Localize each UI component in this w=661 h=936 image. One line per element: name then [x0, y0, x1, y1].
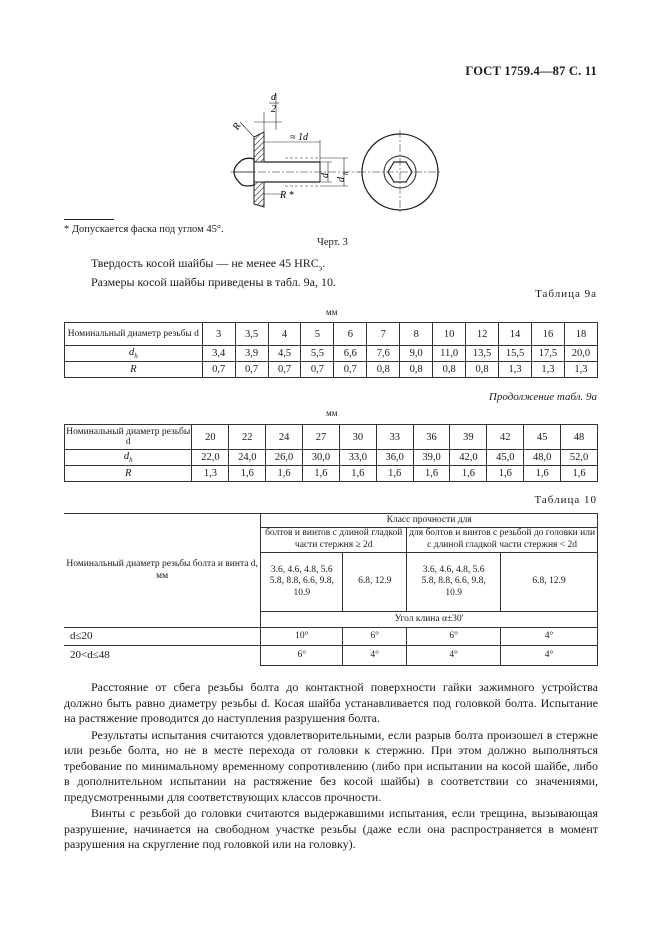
table-cell: 0,8	[466, 362, 499, 378]
table-cell: 5,5	[301, 346, 334, 362]
table-cell: 1,6	[376, 466, 413, 482]
table-cell: 4°	[501, 646, 598, 666]
table-cell: 11,0	[433, 346, 466, 362]
intro-text	[91, 256, 336, 290]
table9a-cont-stub: Номинальный диаметр резьбы d	[65, 425, 192, 450]
table-cell: 10°	[261, 628, 343, 646]
table-cell: 1,6	[339, 466, 376, 482]
table-cell: 42,0	[450, 450, 487, 466]
table-cell: 1,6	[303, 466, 340, 482]
table-cell: 24,0	[229, 450, 266, 466]
table9a	[64, 322, 598, 378]
table9a-cont-hdr: 36	[413, 425, 450, 450]
table9a-cont-hdr: 20	[192, 425, 229, 450]
table10-group2: для болтов и винтов с резьбой до головки или с длиной гладкой части стержня < 2d	[407, 528, 598, 553]
table-cell: 48,0	[524, 450, 561, 466]
table-cell: 1,6	[229, 466, 266, 482]
table9a-cont-hdr: 22	[229, 425, 266, 450]
table10-stub: Номинальный диаметр резьбы болта и винта d, мм	[64, 514, 261, 628]
table-cell: 1,6	[266, 466, 303, 482]
table-cell: 30,0	[303, 450, 340, 466]
table10-angle-header: Угол клина α±30′	[261, 612, 598, 628]
table-cell: 3,4	[202, 346, 235, 362]
table10-class-header: Класс прочности для	[261, 514, 598, 528]
table-cell: 0,8	[400, 362, 433, 378]
table-cell: 1,3	[192, 466, 229, 482]
figure-caption: Черт. 3	[317, 237, 348, 248]
table-cell: 4°	[501, 628, 598, 646]
table-cell: 6,6	[334, 346, 367, 362]
table9a-r-row	[65, 362, 598, 378]
table9a-cont-unit: мм	[326, 408, 338, 418]
table9a-hdr: 10	[433, 323, 466, 346]
table9a-cont-hdr: 24	[266, 425, 303, 450]
table9a-hdr: 14	[499, 323, 532, 346]
washer-drawing	[210, 82, 440, 218]
table-cell: 1,3	[564, 362, 597, 378]
dim-one-d: ≈ 1d	[290, 132, 308, 143]
table9a-header-row	[65, 323, 598, 346]
table9a-cont-hdr: 48	[561, 425, 598, 450]
table9a-r-label: R	[65, 362, 203, 378]
table9a-hdr: 7	[367, 323, 400, 346]
table-cell: 13,5	[466, 346, 499, 362]
table9a-cont-dh-label: $d_h$	[65, 450, 192, 466]
table-cell: 1,6	[561, 466, 598, 482]
table10-row-label: 20<d≤48	[64, 646, 261, 666]
table-cell: 1,6	[413, 466, 450, 482]
table-cell: 20,0	[564, 346, 597, 362]
table-cell: 17,5	[531, 346, 564, 362]
paragraph: Винты с резьбой до головки считаются выдержавшими испытания, если трещина, вызывающая разрушение, начинается на свободном участке резьбы (даже если она распространяется в момент разрушения на скругление под головкой или на головку).	[64, 806, 598, 851]
table-cell: 4°	[407, 646, 501, 666]
table9a-cont	[64, 424, 598, 482]
table9a-hdr: 18	[564, 323, 597, 346]
table10-row-label: d≤20	[64, 628, 261, 646]
table-row	[64, 646, 598, 666]
table-cell: 0,7	[268, 362, 301, 378]
table-cell: 22,0	[192, 450, 229, 466]
svg-text:h: h	[342, 171, 350, 175]
table-cell: 1,6	[487, 466, 524, 482]
svg-text:2: 2	[271, 104, 276, 115]
table-cell: 6°	[261, 646, 343, 666]
table-cell: 1,3	[531, 362, 564, 378]
table9a-hdr: 12	[466, 323, 499, 346]
table9a-hdr: 6	[334, 323, 367, 346]
intro-line2: Размеры косой шайбы приведены в табл. 9а, 10.	[91, 275, 337, 290]
table-cell: 0,7	[334, 362, 367, 378]
table9a-hdr: 3,5	[235, 323, 268, 346]
table9a-cont-header-row	[65, 425, 598, 450]
table-cell: 7,6	[367, 346, 400, 362]
table9a-hdr: 3	[202, 323, 235, 346]
table9a-cont-hdr: 45	[524, 425, 561, 450]
table9a-dh-label: $d_h$	[65, 346, 203, 362]
table9a-cont-r-row	[65, 466, 598, 482]
table-cell: 6°	[343, 628, 407, 646]
intro-line1: Твердость косой шайбы — не менее 45 $HRC_э$.	[91, 256, 326, 273]
footnote-rule	[64, 219, 114, 220]
body-text	[64, 680, 598, 853]
table-cell: 26,0	[266, 450, 303, 466]
table10-classes-b: 6.8, 12.9	[343, 553, 407, 612]
paragraph: Расстояние от сбега резьбы болта до контактной поверхности гайки зажимного устройства должно быть равно диаметру резьбы d. Косая шайба устанавливается под головкой болта. Испытание на растяжение проводится до наступления разрушения болта.	[64, 680, 598, 725]
table-cell: 4°	[343, 646, 407, 666]
table-cell: 1,3	[499, 362, 532, 378]
table10-title: Таблица 10	[534, 494, 597, 506]
table10-classes-d: 6.8, 12.9	[501, 553, 598, 612]
table9a-cont-hdr: 27	[303, 425, 340, 450]
table9a-stub: Номинальный диаметр резьбы d	[65, 323, 203, 346]
dim-r-top: R	[230, 121, 244, 132]
table10-classes-c: 3.6, 4.6, 4.8, 5.6 5.8, 8.8, 6.6, 9.8, 10.9	[407, 553, 501, 612]
paragraph: Результаты испытания считаются удовлетворительными, если разрыв болта произошел в стержне или резьбе болта, но не в месте перехода от головки к стержню. При этом должно выполняться требование по минимальному временному сопротивлению (либо при испытании на косой шайбе, либо в дополнительном испытании на растяжение без косой шайбы) в соответствии со значениями, предусмотренными для соответствующих классов прочности.	[64, 727, 598, 804]
table10-header-row	[64, 514, 598, 528]
table10	[64, 513, 598, 666]
table-row	[64, 628, 598, 646]
table-cell: 45,0	[487, 450, 524, 466]
dim-d: d	[320, 173, 331, 178]
table9a-cont-hdr: 30	[339, 425, 376, 450]
table-cell: 39,0	[413, 450, 450, 466]
table10-group1: болтов и винтов с длиной гладкой части стержня ≥ 2d	[261, 528, 407, 553]
table9a-hdr: 16	[531, 323, 564, 346]
table-cell: 1,6	[450, 466, 487, 482]
table10-classes-a: 3.6, 4.6, 4.8, 5.6 5.8, 8.8, 6.6, 9.8, 10.9	[261, 553, 343, 612]
table9a-unit: мм	[326, 307, 338, 317]
table9a-cont-hdr: 39	[450, 425, 487, 450]
table9a-cont-hdr: 42	[487, 425, 524, 450]
dim-r-bottom: R *	[280, 190, 294, 201]
table-cell: 6°	[407, 628, 501, 646]
dim-dh: d	[336, 177, 347, 182]
table9a-hdr: 8	[400, 323, 433, 346]
table-cell: 4,5	[268, 346, 301, 362]
table-cell: 3,9	[235, 346, 268, 362]
table9a-title: Таблица 9а	[535, 288, 597, 300]
table-cell: 0,7	[202, 362, 235, 378]
table-cell: 9,0	[400, 346, 433, 362]
table-cell: 33,0	[339, 450, 376, 466]
table-cell: 0,7	[301, 362, 334, 378]
dim-d-half: d	[271, 92, 276, 103]
table-cell: 52,0	[561, 450, 598, 466]
table9a-cont-dh-row	[65, 450, 598, 466]
table-cell: 15,5	[499, 346, 532, 362]
footnote: * Допускается фаска под углом 45°.	[64, 224, 224, 235]
table-cell: 0,8	[367, 362, 400, 378]
table-cell: 0,7	[235, 362, 268, 378]
table9a-cont-r-label: R	[65, 466, 192, 482]
table9a-hdr: 4	[268, 323, 301, 346]
table-cell: 1,6	[524, 466, 561, 482]
table9a-cont-hdr: 33	[376, 425, 413, 450]
table9a-hdr: 5	[301, 323, 334, 346]
table-cell: 0,8	[433, 362, 466, 378]
table9a-cont-title: Продолжение табл. 9а	[488, 391, 597, 403]
table-cell: 36,0	[376, 450, 413, 466]
table9a-dh-row	[65, 346, 598, 362]
page-header: ГОСТ 1759.4—87 С. 11	[465, 64, 597, 78]
